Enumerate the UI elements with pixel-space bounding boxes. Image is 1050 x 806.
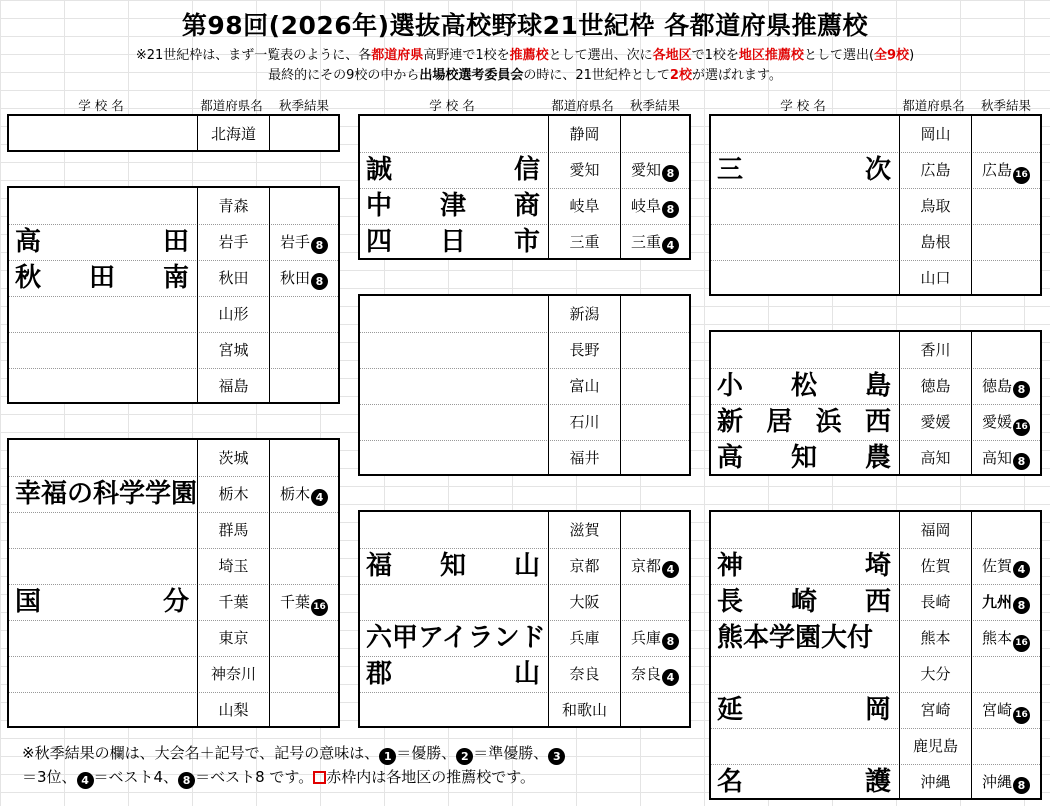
table-row xyxy=(9,620,338,657)
school-name xyxy=(360,512,548,548)
prefecture-name: 滋賀 xyxy=(548,512,621,548)
table-row xyxy=(360,296,689,333)
prefecture-name: 岡山 xyxy=(899,116,972,152)
table-row xyxy=(711,188,1040,225)
school-name xyxy=(9,656,197,692)
school-name xyxy=(711,512,899,548)
autumn-result xyxy=(270,440,338,476)
result-mark-icon: 8 xyxy=(311,273,328,290)
school-name xyxy=(360,368,548,404)
result-tournament: 宮崎 xyxy=(981,701,1012,719)
table-row xyxy=(711,440,1040,476)
autumn-result xyxy=(972,332,1040,368)
autumn-result xyxy=(621,620,689,656)
prefecture-name: 秋田 xyxy=(197,260,270,296)
autumn-result xyxy=(621,224,689,260)
table-row xyxy=(360,620,689,657)
result-mark-icon: 16 xyxy=(1013,707,1030,724)
region-box xyxy=(709,330,1042,476)
school-name: 延岡 xyxy=(717,695,891,725)
autumn-result xyxy=(270,260,338,296)
autumn-result xyxy=(972,584,1040,620)
autumn-result xyxy=(270,224,338,260)
result-tournament: 高知 xyxy=(981,449,1012,467)
prefecture-name: 福岡 xyxy=(899,512,972,548)
table-row xyxy=(9,548,338,585)
autumn-result xyxy=(621,440,689,476)
note-text: として選出( xyxy=(803,48,875,63)
autumn-result xyxy=(270,692,338,728)
table-row xyxy=(360,512,689,549)
note-text: の時に、21世紀枠として xyxy=(523,68,670,83)
table-row xyxy=(9,296,338,333)
table-row xyxy=(711,260,1040,296)
column-header-row xyxy=(709,96,1042,112)
autumn-result xyxy=(972,116,1040,152)
prefecture-name: 宮城 xyxy=(197,332,270,368)
school-name: 四日市 xyxy=(366,227,540,257)
school-name xyxy=(360,332,548,368)
autumn-result xyxy=(270,296,338,332)
autumn-result xyxy=(621,368,689,404)
school-name: 誠信 xyxy=(366,155,540,185)
prefecture-name: 山梨 xyxy=(197,692,270,728)
autumn-result xyxy=(972,152,1040,188)
school-name: 三次 xyxy=(717,155,891,185)
note-highlight: 都道府県 xyxy=(371,48,424,63)
region-box xyxy=(358,114,691,260)
prefecture-name: 山口 xyxy=(899,260,972,296)
autumn-result xyxy=(621,152,689,188)
prefecture-name: 京都 xyxy=(548,548,621,584)
autumn-result xyxy=(972,440,1040,476)
prefecture-name: 佐賀 xyxy=(899,548,972,584)
school-name: 長崎西 xyxy=(717,587,891,617)
school-name: 高田 xyxy=(15,227,189,257)
region-box xyxy=(709,114,1042,296)
column-header-row xyxy=(358,96,691,112)
page-title: 第98回(2026年)選抜高校野球21世紀枠 各都道府県推薦校 xyxy=(181,11,869,40)
table-row xyxy=(711,368,1040,405)
school-name: 高知農 xyxy=(717,443,891,473)
table-row xyxy=(360,116,689,153)
result-tournament: 熊本 xyxy=(981,629,1012,647)
prefecture-name: 山形 xyxy=(197,296,270,332)
result-tournament: 奈良 xyxy=(630,665,661,683)
school-name: 国分 xyxy=(15,587,189,617)
autumn-result xyxy=(972,620,1040,656)
school-name: 神埼 xyxy=(717,551,891,581)
school-name xyxy=(360,692,548,728)
table-row xyxy=(711,692,1040,729)
footnote-text: ＝ベスト4、 xyxy=(93,768,179,786)
region-box xyxy=(7,186,340,404)
result-mark-icon: 4 xyxy=(311,489,328,506)
autumn-result xyxy=(270,620,338,656)
table-row xyxy=(711,116,1040,153)
autumn-result xyxy=(972,764,1040,800)
school-name xyxy=(711,260,899,296)
table-row xyxy=(711,332,1040,369)
explanation-line-1 xyxy=(0,44,1050,63)
school-name xyxy=(9,116,197,152)
header-school-name: 学 校 名 xyxy=(429,98,475,113)
table-row xyxy=(360,332,689,369)
prefecture-name: 静岡 xyxy=(548,116,621,152)
autumn-result xyxy=(972,692,1040,728)
result-mark-icon: 16 xyxy=(1013,419,1030,436)
note-text: ※21世紀枠は、まず一覧表のように、各 xyxy=(135,48,372,63)
region-box xyxy=(7,114,340,152)
column-header-row xyxy=(7,96,340,112)
table-row xyxy=(9,188,338,225)
autumn-result xyxy=(972,260,1040,296)
red-frame-legend-icon xyxy=(313,771,326,784)
prefecture-name: 三重 xyxy=(548,224,621,260)
header-prefecture: 都道府県名 xyxy=(551,98,614,113)
table-row xyxy=(360,584,689,621)
school-name xyxy=(360,296,548,332)
school-name xyxy=(9,332,197,368)
result-tournament: 愛知 xyxy=(630,161,661,179)
table-row xyxy=(9,440,338,477)
school-name xyxy=(9,548,197,584)
prefecture-name: 宮崎 xyxy=(899,692,972,728)
result-mark-icon: 4 xyxy=(662,237,679,254)
autumn-result xyxy=(270,512,338,548)
note-highlight: 2校 xyxy=(669,68,692,83)
result-tournament: 岩手 xyxy=(279,233,310,251)
autumn-result xyxy=(270,332,338,368)
result-tournament: 愛媛 xyxy=(981,413,1012,431)
result-tournament: 秋田 xyxy=(279,269,310,287)
mark-3-icon: 3 xyxy=(548,748,565,765)
footnote-line-2 xyxy=(22,766,535,789)
mark-4-icon: 4 xyxy=(77,772,94,789)
result-tournament: 栃木 xyxy=(279,485,310,503)
school-name: 郡山 xyxy=(366,659,540,689)
prefecture-name: 奈良 xyxy=(548,656,621,692)
prefecture-name: 千葉 xyxy=(197,584,270,620)
prefecture-name: 広島 xyxy=(899,152,972,188)
table-row xyxy=(711,152,1040,189)
region-box xyxy=(358,294,691,476)
school-name xyxy=(711,224,899,260)
prefecture-name: 茨城 xyxy=(197,440,270,476)
table-row xyxy=(9,332,338,369)
header-school-name: 学 校 名 xyxy=(780,98,826,113)
autumn-result xyxy=(621,548,689,584)
school-name: 新居浜西 xyxy=(717,407,891,437)
autumn-result xyxy=(621,512,689,548)
table-row xyxy=(360,404,689,441)
table-row xyxy=(711,764,1040,800)
result-mark-icon: 4 xyxy=(1013,561,1030,578)
table-row xyxy=(711,728,1040,765)
note-text: 高野連で1校を xyxy=(423,48,510,63)
result-tournament: 佐賀 xyxy=(981,557,1012,575)
note-highlight: 各地区 xyxy=(652,48,692,63)
result-tournament: 徳島 xyxy=(981,377,1012,395)
result-tournament: 千葉 xyxy=(279,593,310,611)
table-row xyxy=(9,512,338,549)
autumn-result xyxy=(621,584,689,620)
autumn-result xyxy=(621,692,689,728)
result-tournament: 兵庫 xyxy=(630,629,661,647)
autumn-result xyxy=(972,404,1040,440)
mark-2-icon: 2 xyxy=(456,748,473,765)
table-row xyxy=(711,404,1040,441)
result-mark-icon: 8 xyxy=(1013,777,1030,794)
table-row xyxy=(9,260,338,297)
school-name: 福知山 xyxy=(366,551,540,581)
result-mark-icon: 8 xyxy=(1013,597,1030,614)
result-mark-icon: 8 xyxy=(1013,453,1030,470)
explanation-line-2 xyxy=(0,64,1050,83)
table-row xyxy=(9,584,338,621)
prefecture-name: 兵庫 xyxy=(548,620,621,656)
school-name xyxy=(711,188,899,224)
prefecture-name: 長崎 xyxy=(899,584,972,620)
note-highlight: 全9校 xyxy=(874,48,910,63)
autumn-result xyxy=(270,548,338,584)
school-name xyxy=(711,332,899,368)
table-row xyxy=(360,224,689,260)
footnote-text: ＝優勝、 xyxy=(396,744,457,762)
prefecture-name: 栃木 xyxy=(197,476,270,512)
prefecture-name: 岐阜 xyxy=(548,188,621,224)
note-highlight: 推薦校 xyxy=(509,48,549,63)
school-name xyxy=(360,116,548,152)
school-name xyxy=(9,368,197,404)
table-row xyxy=(711,512,1040,549)
table-row xyxy=(711,224,1040,261)
school-name xyxy=(9,512,197,548)
autumn-result xyxy=(270,656,338,692)
autumn-result xyxy=(972,224,1040,260)
result-mark-icon: 8 xyxy=(662,201,679,218)
table-row xyxy=(360,548,689,585)
region-box xyxy=(358,510,691,728)
table-row xyxy=(360,188,689,225)
school-name: 幸福の科学学園 xyxy=(15,479,198,509)
result-mark-icon: 8 xyxy=(1013,381,1030,398)
result-mark-icon: 4 xyxy=(662,669,679,686)
table-row xyxy=(9,224,338,261)
note-text: として選出、次に xyxy=(548,48,653,63)
prefecture-name: 和歌山 xyxy=(548,692,621,728)
prefecture-name: 北海道 xyxy=(197,116,270,152)
region-box xyxy=(709,510,1042,800)
result-mark-icon: 8 xyxy=(662,633,679,650)
prefecture-name: 鹿児島 xyxy=(899,728,972,764)
autumn-result xyxy=(621,116,689,152)
school-name: 中津商 xyxy=(366,191,540,221)
prefecture-name: 沖縄 xyxy=(899,764,972,800)
table-row xyxy=(711,620,1040,657)
school-name xyxy=(9,692,197,728)
footnote-text: ※秋季結果の欄は、大会名＋記号で、記号の意味は、 xyxy=(22,744,380,762)
autumn-result xyxy=(621,188,689,224)
autumn-result xyxy=(972,728,1040,764)
prefecture-name: 埼玉 xyxy=(197,548,270,584)
header-prefecture: 都道府県名 xyxy=(902,98,965,113)
school-name xyxy=(9,620,197,656)
footnote-text: ＝3位、 xyxy=(22,768,77,786)
header-autumn-result: 秋季結果 xyxy=(629,98,680,113)
table-row xyxy=(360,152,689,189)
autumn-result xyxy=(270,476,338,512)
prefecture-name: 福井 xyxy=(548,440,621,476)
table-row xyxy=(360,440,689,476)
footnote-text: ＝準優勝、 xyxy=(473,744,549,762)
autumn-result xyxy=(621,296,689,332)
header-autumn-result: 秋季結果 xyxy=(980,98,1031,113)
prefecture-name: 熊本 xyxy=(899,620,972,656)
prefecture-name: 鳥取 xyxy=(899,188,972,224)
school-name xyxy=(360,404,548,440)
result-mark-icon: 8 xyxy=(311,237,328,254)
school-name: 小松島 xyxy=(717,371,891,401)
autumn-result xyxy=(621,404,689,440)
note-text: ) xyxy=(909,48,915,63)
table-row xyxy=(360,368,689,405)
footnote-line-1 xyxy=(22,742,565,765)
mark-1-icon: 1 xyxy=(379,748,396,765)
region-box xyxy=(7,438,340,728)
result-tournament: 岐阜 xyxy=(630,197,661,215)
prefecture-name: 大分 xyxy=(899,656,972,692)
result-mark-icon: 8 xyxy=(662,165,679,182)
result-tournament: 広島 xyxy=(981,161,1012,179)
table-row xyxy=(9,476,338,513)
school-name: 秋田南 xyxy=(15,263,189,293)
prefecture-name: 東京 xyxy=(197,620,270,656)
note-highlight: 地区推薦校 xyxy=(738,48,804,63)
prefecture-name: 新潟 xyxy=(548,296,621,332)
table-row xyxy=(711,656,1040,693)
table-row xyxy=(360,692,689,728)
school-name: 六甲アイランド xyxy=(366,623,546,653)
prefecture-name: 富山 xyxy=(548,368,621,404)
note-text: 最終的にその9校の中から xyxy=(268,68,420,83)
autumn-result xyxy=(270,188,338,224)
note-text: が選ばれます。 xyxy=(691,68,782,83)
school-name: 熊本学園大付 xyxy=(717,623,874,653)
school-name xyxy=(711,116,899,152)
autumn-result xyxy=(621,332,689,368)
table-row xyxy=(9,116,338,152)
school-name: 名護 xyxy=(717,767,891,797)
result-mark-icon: 16 xyxy=(1013,635,1030,652)
school-name xyxy=(9,296,197,332)
prefecture-name: 福島 xyxy=(197,368,270,404)
autumn-result xyxy=(972,188,1040,224)
autumn-result xyxy=(270,584,338,620)
prefecture-name: 高知 xyxy=(899,440,972,476)
table-row xyxy=(9,368,338,404)
result-mark-icon: 16 xyxy=(1013,167,1030,184)
result-mark-icon: 16 xyxy=(311,599,328,616)
autumn-result xyxy=(972,548,1040,584)
autumn-result xyxy=(972,656,1040,692)
autumn-result xyxy=(621,656,689,692)
result-tournament: 九州 xyxy=(981,593,1012,611)
result-tournament: 沖縄 xyxy=(981,773,1012,791)
prefecture-name: 愛知 xyxy=(548,152,621,188)
prefecture-name: 石川 xyxy=(548,404,621,440)
footnote-text: 赤枠内は各地区の推薦校です。 xyxy=(326,768,536,786)
header-school-name: 学 校 名 xyxy=(78,98,124,113)
prefecture-name: 香川 xyxy=(899,332,972,368)
footnote-text: ＝ベスト8 です。 xyxy=(195,768,314,786)
autumn-result xyxy=(972,368,1040,404)
school-name xyxy=(360,584,548,620)
mark-8-icon: 8 xyxy=(178,772,195,789)
table-row xyxy=(9,656,338,693)
prefecture-name: 徳島 xyxy=(899,368,972,404)
note-text: で1校を xyxy=(691,48,739,63)
header-autumn-result: 秋季結果 xyxy=(278,98,329,113)
autumn-result xyxy=(270,116,338,152)
prefecture-name: 岩手 xyxy=(197,224,270,260)
school-name xyxy=(360,440,548,476)
result-tournament: 三重 xyxy=(630,233,661,251)
school-name xyxy=(9,440,197,476)
table-row xyxy=(9,692,338,728)
result-tournament: 京都 xyxy=(630,557,661,575)
autumn-result xyxy=(972,512,1040,548)
prefecture-name: 神奈川 xyxy=(197,656,270,692)
table-row xyxy=(711,548,1040,585)
prefecture-name: 群馬 xyxy=(197,512,270,548)
prefecture-name: 大阪 xyxy=(548,584,621,620)
prefecture-name: 島根 xyxy=(899,224,972,260)
table-row xyxy=(360,656,689,693)
header-prefecture: 都道府県名 xyxy=(200,98,263,113)
school-name xyxy=(9,188,197,224)
table-row xyxy=(711,584,1040,621)
note-bold: 出場校選考委員会 xyxy=(419,68,524,83)
autumn-result xyxy=(270,368,338,404)
prefecture-name: 長野 xyxy=(548,332,621,368)
prefecture-name: 愛媛 xyxy=(899,404,972,440)
school-name xyxy=(711,728,899,764)
school-name xyxy=(711,656,899,692)
prefecture-name: 青森 xyxy=(197,188,270,224)
result-mark-icon: 4 xyxy=(662,561,679,578)
